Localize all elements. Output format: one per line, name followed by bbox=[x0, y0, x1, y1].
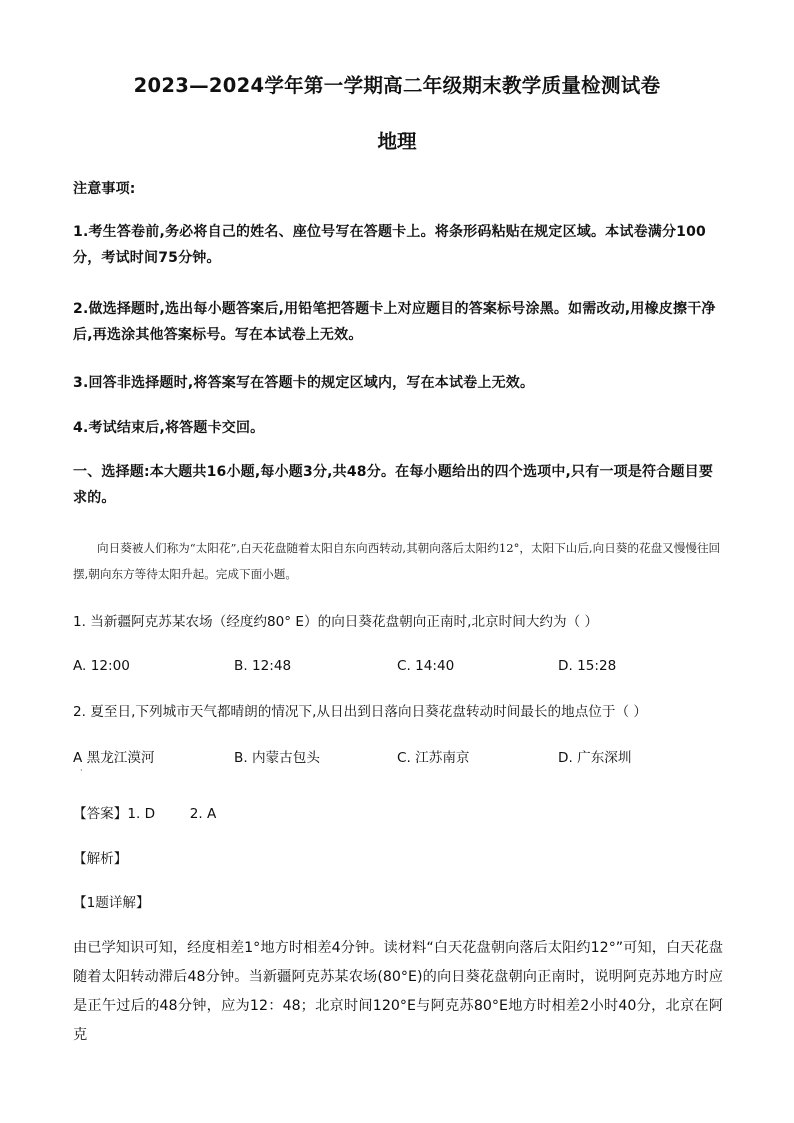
stray-dot: · bbox=[80, 766, 83, 775]
question-2-option-a: A 黑龙江漠河 bbox=[73, 750, 155, 766]
question-1-option-b: B. 12:48 bbox=[234, 658, 292, 674]
question-2-option-d: D. 广东深圳 bbox=[558, 750, 632, 766]
analysis-text: 由已学知识可知，经度相差1°地方时相差4分钟。读材料“白天花盘朝向落后太阳约12°”可知，白天花盘随着太阳转动滞后48分钟。当新疆阿克苏某农场(80°E)的向日葵花盘朝向正南时，说明阿克苏地方时应是正午过后的48分钟，应为12：48；北京时间120°E与阿克苏80°E地方时相差2小时40分，北京在阿克 bbox=[73, 940, 723, 1043]
question-1-option-d: D. 15:28 bbox=[558, 658, 617, 674]
subject-title: 地理 bbox=[377, 130, 417, 153]
notice-item-4: 4.考试结束后,将答题卡交回。 bbox=[73, 420, 265, 436]
section-heading: 一、选择题:本大题共16小题,每小题3分,共48分。在每小题给出的四个选项中,只有一项是符合题目要求的。 bbox=[73, 464, 714, 506]
analysis-label: 【解析】 bbox=[73, 851, 128, 867]
notice-heading: 注意事项: bbox=[73, 181, 136, 197]
exam-title: 2023—2024学年第一学期高二年级期末教学质量检测试卷 bbox=[133, 74, 661, 97]
answer-text: 1. D 2. A bbox=[127, 806, 217, 822]
question-2-option-c: C. 江苏南京 bbox=[397, 750, 470, 766]
notice-item-3: 3.回答非选择题时,将答案写在答题卡的规定区域内，写在本试卷上无效。 bbox=[73, 375, 535, 391]
answer-label: 【答案】 bbox=[73, 806, 128, 822]
question-1-stem: 1. 当新疆阿克苏某农场（经度约80° E）的向日葵花盘朝向正南时,北京时间大约为（ ） bbox=[73, 614, 599, 630]
question-2-stem: 2. 夏至日,下列城市天气都晴朗的情况下,从日出到日落向日葵花盘转动时间最长的地点位于（ ） bbox=[73, 704, 648, 720]
detail-label: 【1题详解】 bbox=[73, 895, 150, 911]
notice-item-1: 1.考生答卷前,务必将自己的姓名、座位号写在答题卡上。将条形码粘贴在规定区域。本试卷满分100分，考试时间75分钟。 bbox=[73, 224, 706, 266]
notice-item-2: 2.做选择题时,选出每小题答案后,用铅笔把答题卡上对应题目的答案标号涂黑。如需改动,用橡皮擦干净后,再选涂其他答案标号。写在本试卷上无效。 bbox=[73, 301, 716, 343]
answer-line bbox=[73, 802, 723, 822]
material-text: 向日葵被人们称为“太阳花”,白天花盘随着太阳自东向西转动,其朝向落后太阳约12°，太阳下山后,向日葵的花盘又慢慢往回摆,朝向东方等待太阳升起。完成下面小题。 bbox=[73, 541, 721, 581]
question-1-option-c: C. 14:40 bbox=[397, 658, 455, 674]
question-1-option-a: A. 12:00 bbox=[73, 658, 130, 674]
question-2-option-b: B. 内蒙古包头 bbox=[234, 750, 320, 766]
